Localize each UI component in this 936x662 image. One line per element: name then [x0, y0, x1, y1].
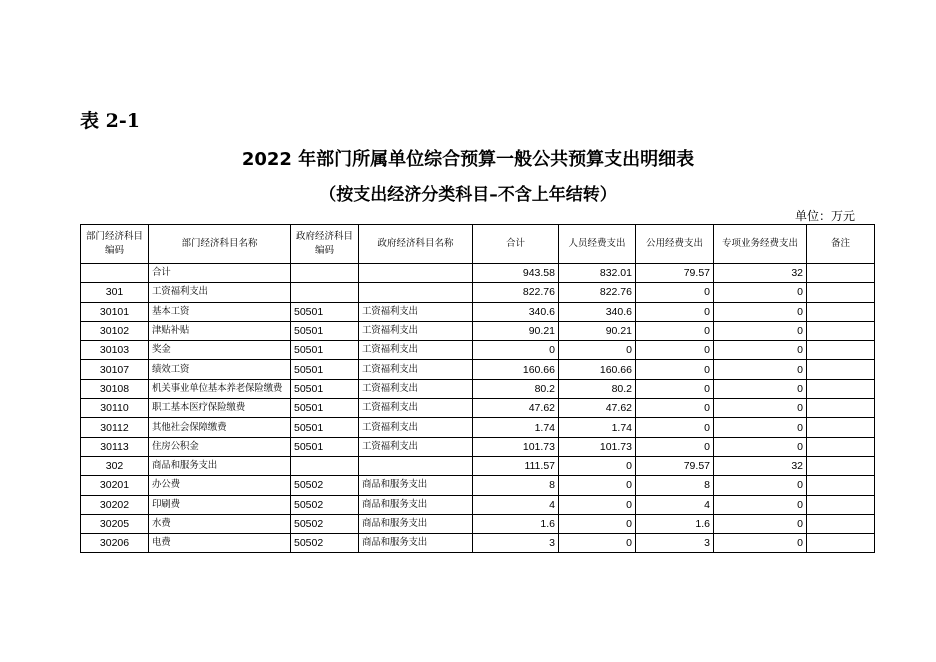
dept-name-cell: 水费: [149, 514, 291, 533]
table-row: [81, 534, 875, 553]
table-row: [81, 360, 875, 379]
public-cell: 3: [636, 534, 714, 553]
public-cell: 79.57: [636, 456, 714, 475]
gov-code-cell: 50501: [291, 360, 359, 379]
gov-name-cell: 商品和服务支出: [359, 534, 473, 553]
special-cell: 0: [714, 534, 807, 553]
gov-name-cell: 工资福利支出: [359, 341, 473, 360]
special-cell: 32: [714, 456, 807, 475]
gov-code-cell: 50501: [291, 379, 359, 398]
dept-name-cell: 绩效工资: [149, 360, 291, 379]
note-cell: [807, 341, 875, 360]
gov-code-cell: 50501: [291, 302, 359, 321]
personnel-cell: 160.66: [559, 360, 636, 379]
table-row: [81, 495, 875, 514]
total-cell: 90.21: [473, 321, 559, 340]
table-row: [81, 341, 875, 360]
total-cell: 822.76: [473, 283, 559, 302]
table-row: [81, 302, 875, 321]
gov-code-cell: 50502: [291, 495, 359, 514]
special-cell: 0: [714, 476, 807, 495]
dept-name-cell: 商品和服务支出: [149, 456, 291, 475]
unit-label: 单位：万元: [794, 209, 855, 223]
gov-code-cell: 50501: [291, 418, 359, 437]
dept-name-cell: 其他社会保障缴费: [149, 418, 291, 437]
note-cell: [807, 495, 875, 514]
public-cell: 8: [636, 476, 714, 495]
gov-code-cell: 50502: [291, 534, 359, 553]
header-dept-code: 部门经济科目编码: [81, 225, 149, 264]
dept-code-cell: 30107: [81, 360, 149, 379]
gov-code-cell: 50502: [291, 514, 359, 533]
table-body: [81, 264, 875, 553]
dept-code-cell: 30102: [81, 321, 149, 340]
dept-code-cell: 30112: [81, 418, 149, 437]
gov-name-cell: [359, 264, 473, 283]
public-cell: 4: [636, 495, 714, 514]
personnel-cell: 80.2: [559, 379, 636, 398]
note-cell: [807, 283, 875, 302]
table-row: [81, 418, 875, 437]
total-cell: 3: [473, 534, 559, 553]
table-row: [81, 437, 875, 456]
header-note: 备注: [807, 225, 875, 264]
gov-code-cell: 50502: [291, 476, 359, 495]
gov-name-cell: 工资福利支出: [359, 437, 473, 456]
public-cell: 0: [636, 302, 714, 321]
public-cell: 0: [636, 341, 714, 360]
personnel-cell: 0: [559, 476, 636, 495]
dept-name-cell: 办公费: [149, 476, 291, 495]
table-row: [81, 379, 875, 398]
personnel-cell: 47.62: [559, 399, 636, 418]
header-public: 公用经费支出: [636, 225, 714, 264]
header-gov-code: 政府经济科目编码: [291, 225, 359, 264]
note-cell: [807, 399, 875, 418]
total-cell: 943.58: [473, 264, 559, 283]
note-cell: [807, 360, 875, 379]
dept-name-cell: 印刷费: [149, 495, 291, 514]
gov-name-cell: 工资福利支出: [359, 360, 473, 379]
total-cell: 111.57: [473, 456, 559, 475]
special-cell: 0: [714, 321, 807, 340]
personnel-cell: 832.01: [559, 264, 636, 283]
gov-name-cell: 工资福利支出: [359, 418, 473, 437]
note-cell: [807, 534, 875, 553]
gov-code-cell: 50501: [291, 321, 359, 340]
note-cell: [807, 321, 875, 340]
public-cell: 79.57: [636, 264, 714, 283]
personnel-cell: 101.73: [559, 437, 636, 456]
personnel-cell: 0: [559, 495, 636, 514]
gov-code-cell: 50501: [291, 399, 359, 418]
table-header-row: [81, 225, 875, 264]
note-cell: [807, 418, 875, 437]
dept-code-cell: 30202: [81, 495, 149, 514]
special-cell: 0: [714, 514, 807, 533]
header-special: 专项业务经费支出: [714, 225, 807, 264]
gov-code-cell: [291, 283, 359, 302]
note-cell: [807, 514, 875, 533]
table-row: [81, 321, 875, 340]
document-subtitle: （按支出经济分类科目–不含上年结转）: [319, 185, 617, 205]
dept-name-cell: 职工基本医疗保险缴费: [149, 399, 291, 418]
dept-name-cell: 基本工资: [149, 302, 291, 321]
table-row: [81, 456, 875, 475]
note-cell: [807, 379, 875, 398]
total-cell: 160.66: [473, 360, 559, 379]
dept-name-cell: 津贴补贴: [149, 321, 291, 340]
gov-name-cell: 工资福利支出: [359, 399, 473, 418]
personnel-cell: 90.21: [559, 321, 636, 340]
dept-name-cell: 工资福利支出: [149, 283, 291, 302]
personnel-cell: 0: [559, 514, 636, 533]
personnel-cell: 340.6: [559, 302, 636, 321]
dept-code-cell: 30101: [81, 302, 149, 321]
dept-code-cell: 30103: [81, 341, 149, 360]
gov-name-cell: 工资福利支出: [359, 321, 473, 340]
dept-name-cell: 合计: [149, 264, 291, 283]
special-cell: 0: [714, 360, 807, 379]
dept-code-cell: 30201: [81, 476, 149, 495]
dept-name-cell: 奖金: [149, 341, 291, 360]
dept-code-cell: 30108: [81, 379, 149, 398]
total-cell: 80.2: [473, 379, 559, 398]
total-cell: 47.62: [473, 399, 559, 418]
personnel-cell: 0: [559, 456, 636, 475]
public-cell: 0: [636, 437, 714, 456]
gov-name-cell: 商品和服务支出: [359, 495, 473, 514]
special-cell: 0: [714, 302, 807, 321]
table-number: 表 2-1: [80, 110, 140, 132]
total-cell: 101.73: [473, 437, 559, 456]
dept-code-cell: 30110: [81, 399, 149, 418]
personnel-cell: 0: [559, 534, 636, 553]
dept-code-cell: 30206: [81, 534, 149, 553]
table-row: [81, 399, 875, 418]
special-cell: 0: [714, 437, 807, 456]
special-cell: 0: [714, 418, 807, 437]
total-cell: 8: [473, 476, 559, 495]
note-cell: [807, 476, 875, 495]
note-cell: [807, 437, 875, 456]
table-row: [81, 476, 875, 495]
dept-name-cell: 电费: [149, 534, 291, 553]
table-row: [81, 514, 875, 533]
note-cell: [807, 456, 875, 475]
public-cell: 0: [636, 360, 714, 379]
total-cell: 4: [473, 495, 559, 514]
total-cell: 0: [473, 341, 559, 360]
gov-code-cell: [291, 456, 359, 475]
personnel-cell: 1.74: [559, 418, 636, 437]
special-cell: 0: [714, 399, 807, 418]
public-cell: 0: [636, 283, 714, 302]
gov-name-cell: 工资福利支出: [359, 379, 473, 398]
total-cell: 1.74: [473, 418, 559, 437]
dept-code-cell: 30113: [81, 437, 149, 456]
gov-code-cell: [291, 264, 359, 283]
dept-code-cell: 302: [81, 456, 149, 475]
dept-code-cell: [81, 264, 149, 283]
dept-name-cell: 住房公积金: [149, 437, 291, 456]
special-cell: 0: [714, 495, 807, 514]
special-cell: 0: [714, 283, 807, 302]
public-cell: 0: [636, 418, 714, 437]
gov-code-cell: 50501: [291, 341, 359, 360]
header-total: 合计: [473, 225, 559, 264]
note-cell: [807, 264, 875, 283]
expenditure-table: [80, 224, 875, 553]
dept-name-cell: 机关事业单位基本养老保险缴费: [149, 379, 291, 398]
gov-name-cell: [359, 283, 473, 302]
gov-name-cell: 工资福利支出: [359, 302, 473, 321]
total-cell: 340.6: [473, 302, 559, 321]
gov-name-cell: 商品和服务支出: [359, 476, 473, 495]
document-title: 2022 年部门所属单位综合预算一般公共预算支出明细表: [241, 149, 695, 170]
note-cell: [807, 302, 875, 321]
total-cell: 1.6: [473, 514, 559, 533]
dept-code-cell: 301: [81, 283, 149, 302]
special-cell: 0: [714, 379, 807, 398]
gov-name-cell: [359, 456, 473, 475]
table-row: [81, 283, 875, 302]
header-personnel: 人员经费支出: [559, 225, 636, 264]
personnel-cell: 0: [559, 341, 636, 360]
public-cell: 0: [636, 399, 714, 418]
table-row: [81, 264, 875, 283]
public-cell: 0: [636, 321, 714, 340]
public-cell: 0: [636, 379, 714, 398]
personnel-cell: 822.76: [559, 283, 636, 302]
gov-name-cell: 商品和服务支出: [359, 514, 473, 533]
special-cell: 0: [714, 341, 807, 360]
public-cell: 1.6: [636, 514, 714, 533]
gov-code-cell: 50501: [291, 437, 359, 456]
header-dept-name: 部门经济科目名称: [149, 225, 291, 264]
dept-code-cell: 30205: [81, 514, 149, 533]
special-cell: 32: [714, 264, 807, 283]
header-gov-name: 政府经济科目名称: [359, 225, 473, 264]
